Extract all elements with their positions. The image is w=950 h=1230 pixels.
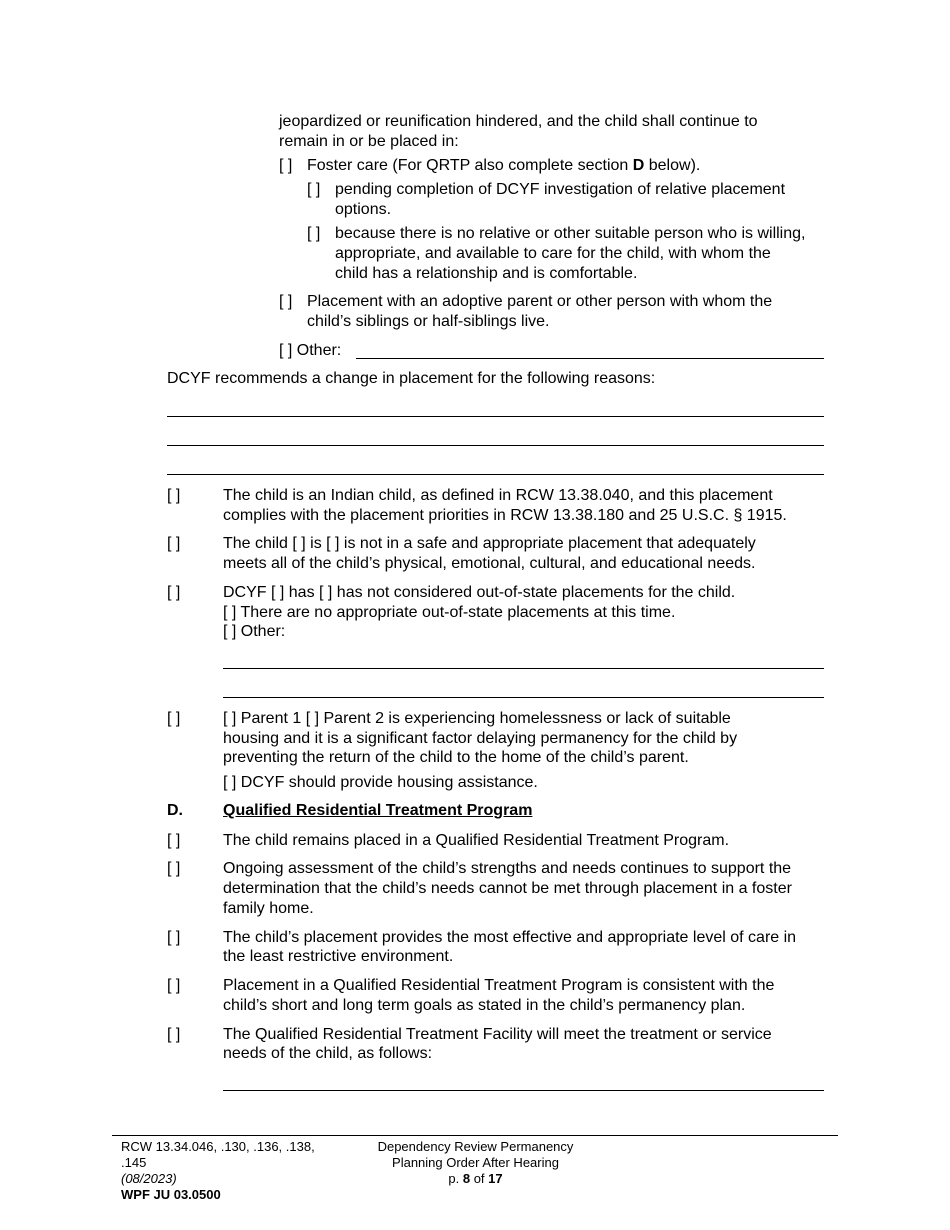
intro-line-2: remain in or be placed in: bbox=[279, 133, 459, 150]
reasons-line-3[interactable] bbox=[167, 474, 824, 475]
pending-checkbox[interactable]: [ ] bbox=[307, 181, 321, 198]
footer-divider bbox=[112, 1135, 838, 1136]
qrtp-item-2-line-1: Ongoing assessment of the child’s strengths and needs continues to support the bbox=[223, 860, 792, 877]
qrtp-item-2-line-3: family home. bbox=[223, 900, 314, 917]
qrtp-item-3-line-2: the least restrictive environment. bbox=[223, 948, 454, 965]
footer-title-line-1: Dependency Review Permanency bbox=[377, 1139, 574, 1154]
qrtp-item-3-checkbox[interactable]: [ ] bbox=[167, 929, 181, 946]
housing-line-4: [ ] DCYF should provide housing assistance. bbox=[223, 774, 538, 791]
footer-form-id: WPF JU 03.0500 bbox=[121, 1187, 221, 1202]
out-of-state-line-2: [ ] There are no appropriate out-of-state placements at this time. bbox=[223, 604, 676, 621]
foster-care-label: Foster care (For QRTP also complete section D below). bbox=[307, 157, 701, 174]
qrtp-item-3-line-1: The child’s placement provides the most effective and appropriate level of care in bbox=[223, 929, 797, 946]
reasons-line-2[interactable] bbox=[167, 445, 824, 446]
qrtp-item-5-line-2: needs of the child, as follows: bbox=[223, 1045, 433, 1062]
qrtp-item-5-checkbox[interactable]: [ ] bbox=[167, 1026, 181, 1043]
no-relative-line-2: appropriate, and available to care for the child, with whom the bbox=[335, 245, 771, 262]
indian-child-line-2: complies with the placement priorities in RCW 13.38.180 and 25 U.S.C. § 1915. bbox=[223, 507, 787, 524]
qrtp-needs-line[interactable] bbox=[223, 1090, 824, 1091]
reasons-line-1[interactable] bbox=[167, 416, 824, 417]
safe-placement-line-2: meets all of the child’s physical, emotional, cultural, and educational needs. bbox=[223, 555, 756, 572]
no-relative-line-3: child has a relationship and is comfortable. bbox=[335, 265, 638, 282]
pending-line-2: options. bbox=[335, 201, 392, 218]
intro-line-1: jeopardized or reunification hindered, and the child shall continue to bbox=[279, 113, 758, 130]
other-placement-label[interactable]: [ ] Other: bbox=[279, 342, 342, 359]
out-of-state-line-1: DCYF [ ] has [ ] has not considered out-of-state placements for the child. bbox=[223, 584, 736, 601]
footer-rcw-line-2: .145 bbox=[121, 1155, 147, 1170]
footer-rcw-line-1: RCW 13.34.046, .130, .136, .138, bbox=[121, 1139, 315, 1154]
safe-placement-checkbox[interactable]: [ ] bbox=[167, 535, 181, 552]
qrtp-item-5-line-1: The Qualified Residential Treatment Facility will meet the treatment or service bbox=[223, 1026, 772, 1043]
out-of-state-other-line-1[interactable] bbox=[223, 668, 824, 669]
section-d-letter: D. bbox=[167, 802, 183, 819]
qrtp-item-2-checkbox[interactable]: [ ] bbox=[167, 860, 181, 877]
no-relative-checkbox[interactable]: [ ] bbox=[307, 225, 321, 242]
qrtp-item-4-line-1: Placement in a Qualified Residential Treatment Program is consistent with the bbox=[223, 977, 775, 994]
qrtp-item-4-checkbox[interactable]: [ ] bbox=[167, 977, 181, 994]
housing-checkbox[interactable]: [ ] bbox=[167, 710, 181, 727]
safe-placement-line-1: The child [ ] is [ ] is not in a safe and appropriate placement that adequately bbox=[223, 535, 756, 552]
qrtp-item-1-line-1: The child remains placed in a Qualified Residential Treatment Program. bbox=[223, 832, 730, 849]
out-of-state-line-3: [ ] Other: bbox=[223, 623, 286, 640]
adoptive-line-2: child’s siblings or half-siblings live. bbox=[307, 313, 550, 330]
change-reasons-text: DCYF recommends a change in placement for the following reasons: bbox=[167, 370, 656, 387]
out-of-state-checkbox[interactable]: [ ] bbox=[167, 584, 181, 601]
foster-care-checkbox[interactable]: [ ] bbox=[279, 157, 293, 174]
other-placement-line[interactable] bbox=[356, 358, 824, 359]
qrtp-item-2-line-2: determination that the child’s needs cannot be met through placement in a foster bbox=[223, 880, 792, 897]
footer-title-line-2: Planning Order After Hearing bbox=[392, 1155, 559, 1170]
housing-line-2: housing and it is a significant factor delaying permanency for the child by bbox=[223, 730, 738, 747]
no-relative-line-1: because there is no relative or other suitable person who is willing, bbox=[335, 225, 806, 242]
indian-child-checkbox[interactable]: [ ] bbox=[167, 487, 181, 504]
adoptive-line-1: Placement with an adoptive parent or other person with whom the bbox=[307, 293, 773, 310]
footer-page-number: p. 8 of 17 bbox=[448, 1171, 503, 1186]
qrtp-item-1-checkbox[interactable]: [ ] bbox=[167, 832, 181, 849]
pending-line-1: pending completion of DCYF investigation of relative placement bbox=[335, 181, 786, 198]
section-d-heading: Qualified Residential Treatment Program bbox=[223, 802, 533, 819]
adoptive-checkbox[interactable]: [ ] bbox=[279, 293, 293, 310]
housing-line-3: preventing the return of the child to the home of the child’s parent. bbox=[223, 749, 689, 766]
indian-child-line-1: The child is an Indian child, as defined in RCW 13.38.040, and this placement bbox=[223, 487, 773, 504]
housing-line-1: [ ] Parent 1 [ ] Parent 2 is experiencing homelessness or lack of suitable bbox=[223, 710, 731, 727]
out-of-state-other-line-2[interactable] bbox=[223, 697, 824, 698]
footer-date: (08/2023) bbox=[121, 1171, 177, 1186]
qrtp-item-4-line-2: child’s short and long term goals as stated in the child’s permanency plan. bbox=[223, 997, 746, 1014]
